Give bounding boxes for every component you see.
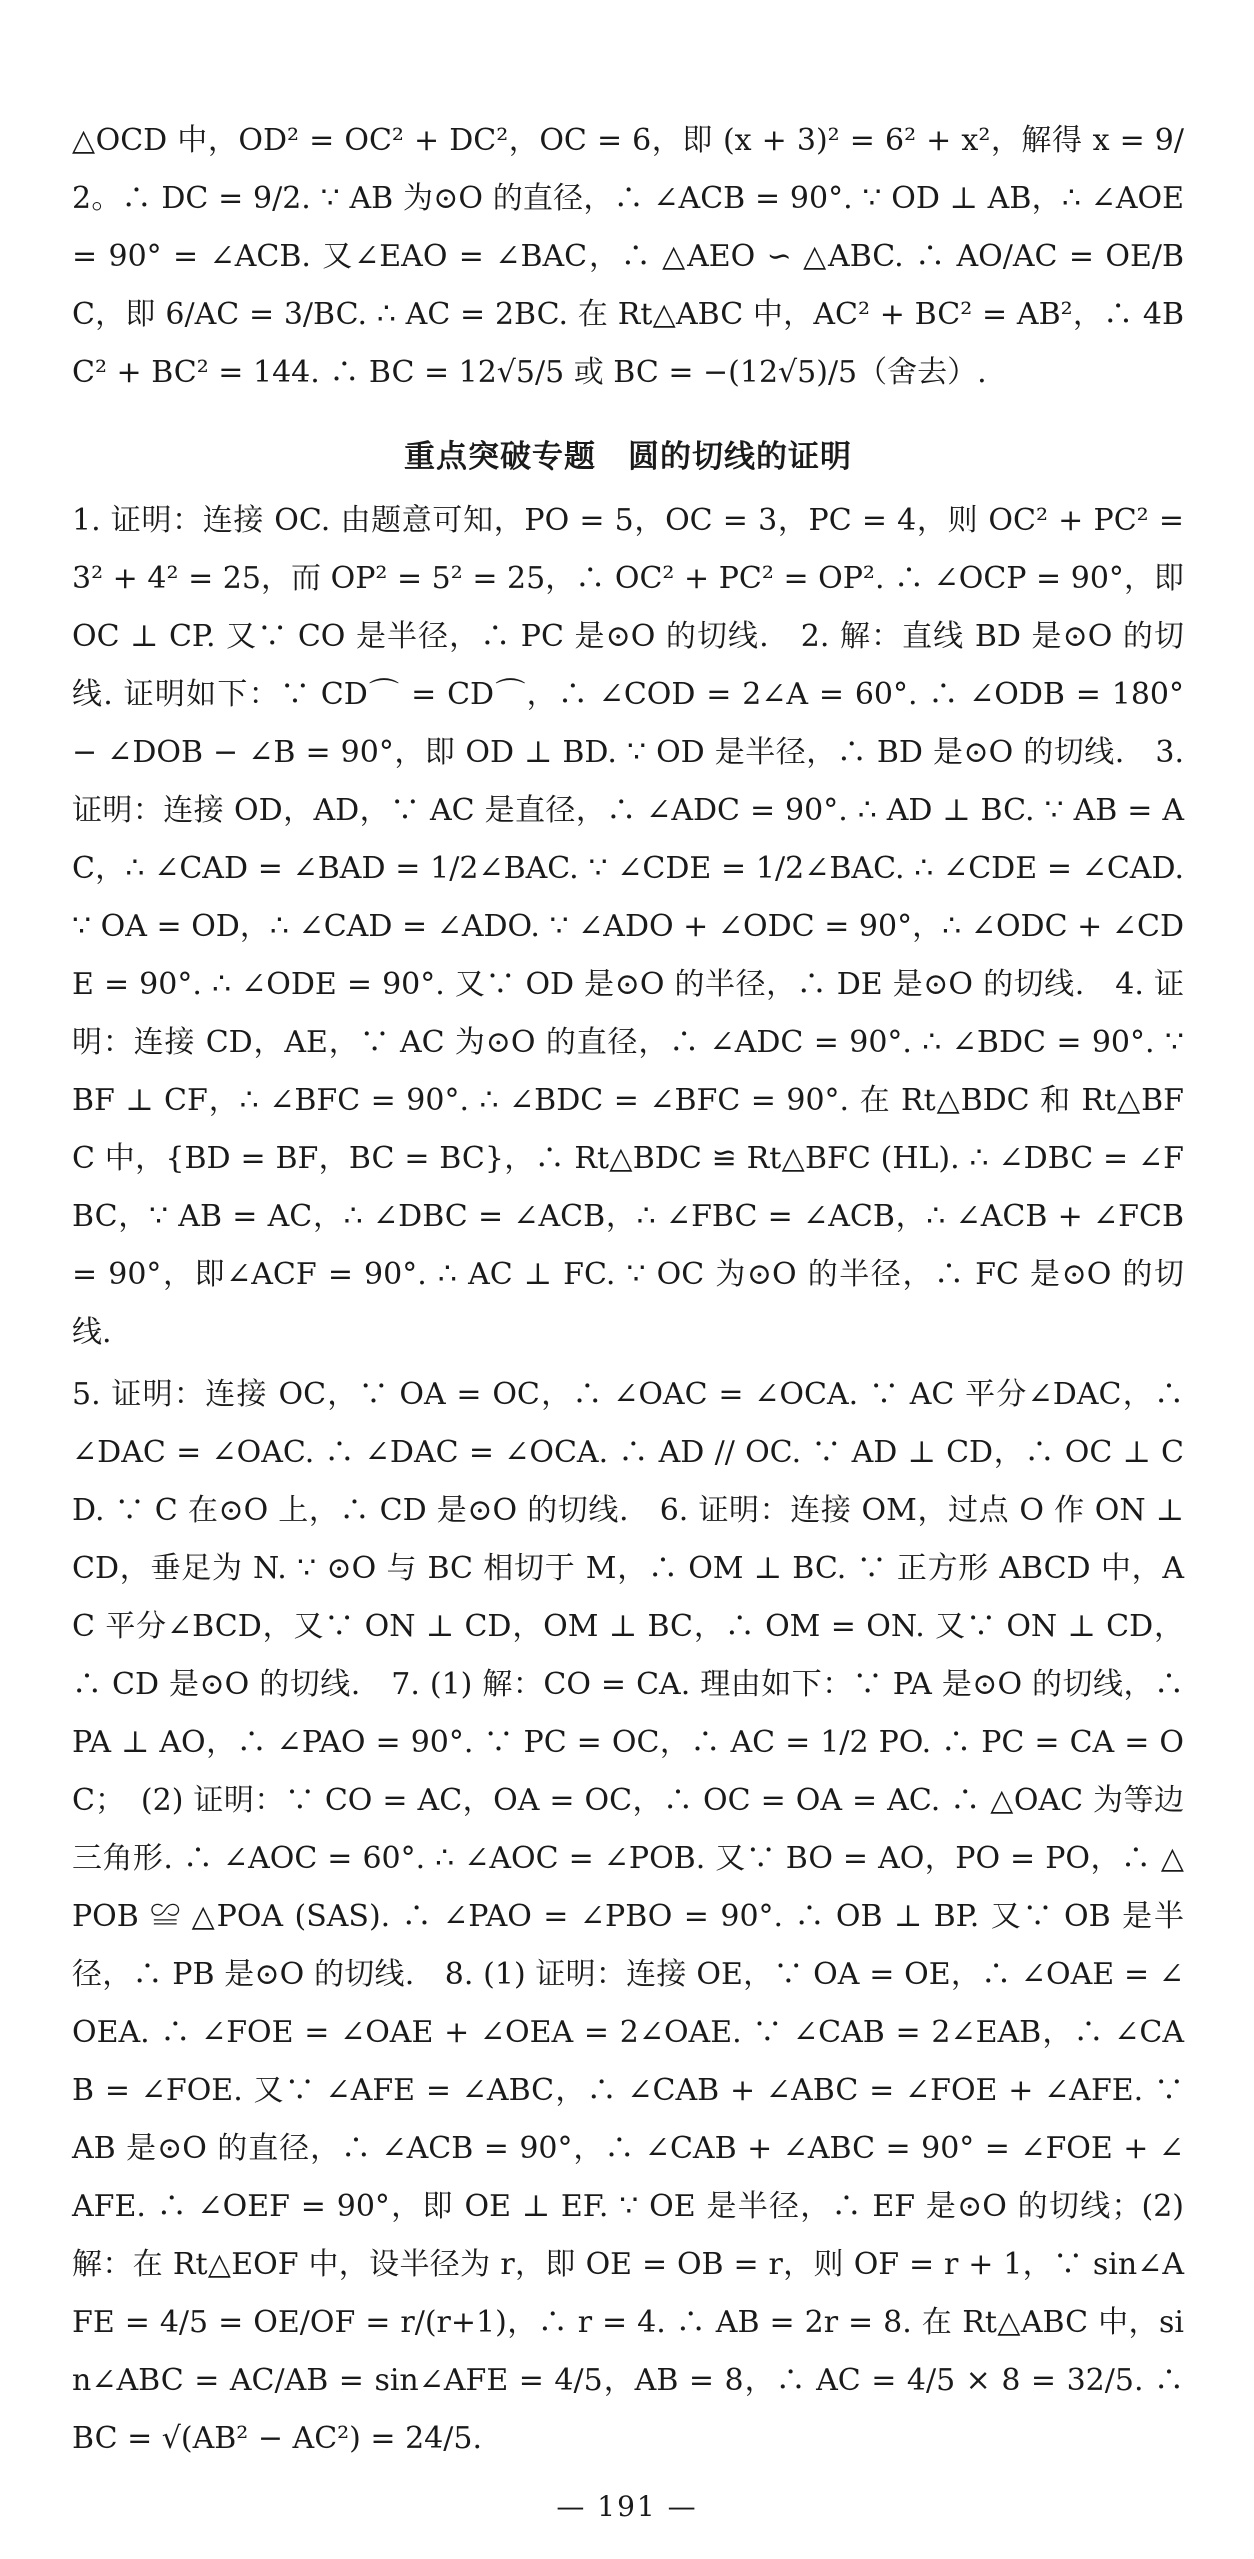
page-number: — 191 — [556, 2490, 698, 2523]
problems-5-to-8: 5. 证明：连接 OC，∵ OA = OC，∴ ∠OAC = ∠OCA. ∵ AC 平分∠DAC，∴ ∠DAC = ∠OAC. ∴ ∠DAC = ∠OCA. ∴ AD // OC. ∵ AD ⊥ CD，∴ OC ⊥ CD. ∵ C 在⊙O 上，∴ CD 是⊙O 的切线. 6. 证明：连接 OM，过点 O 作 ON ⊥ CD，垂足为 N. ∵ ⊙O 与 BC 相切于 M，∴ OM ⊥ BC. ∵ 正方形 ABCD 中，AC 平分∠BCD，又∵ ON ⊥ CD，OM ⊥ BC，∴ OM = ON. 又∵ ON ⊥ CD，∴ CD 是⊙O 的切线. 7. (1) 解：CO = CA. 理由如下：∵ PA 是⊙O 的切线，∴ PA ⊥ AO，∴ ∠PAO = 90°. ∵ PC = OC，∴ AC = 1/2 PO. ∴ PC = CA = OC； (2) 证明：∵ CO = AC，OA = OC，∴ OC = OA = AC. ∴ △OAC 为等边三角形. ∴ ∠AOC = 60°. ∴ ∠AOC = ∠POB. 又∵ BO = AO，PO = PO，∴ △POB ≌ △POA (SAS). ∴ ∠PAO = ∠PBO = 90°. ∴ OB ⊥ BP. 又∵ OB 是半径，∴ PB 是⊙O 的切线. 8. (1) 证明：连接 OE，∵ OA = OE，∴ ∠OAE = ∠OEA. ∴ ∠FOE = ∠OAE + ∠OEA = 2∠OAE. ∵ ∠CAB = 2∠EAB，∴ ∠CAB = ∠FOE. 又∵ ∠AFE = ∠ABC，∴ ∠CAB + ∠ABC = ∠FOE + ∠AFE. ∵ AB 是⊙O 的直径，∴ ∠ACB = 90°，∴ ∠CAB + ∠ABC = 90° = ∠FOE + ∠AFE. ∴ ∠OEF = 90°，即 OE ⊥ EF. ∵ OE 是半径，∴ EF 是⊙O 的切线；(2) 解：在 Rt△EOF 中，设半径为 r，即 OE = OB = r，则 OF = r + 1，∵ sin∠AFE = 4/5 = OE/OF = r/(r+1)，∴ r = 4. ∴ AB = 2r = 8. 在 Rt△ABC 中，sin∠ABC = AC/AB = sin∠AFE = 4/5，AB = 8，∴ AC = 4/5 × 8 = 32/5. ∴ BC = √(AB² − AC²) = 24/5. [72, 1377, 1184, 2456]
problems-1-to-4: 1. 证明：连接 OC. 由题意可知，PO = 5，OC = 3，PC = 4，则 OC² + PC² = 3² + 4² = 25，而 OP² = 5² = 25，∴ OC² + PC² = OP². ∴ ∠OCP = 90°，即 OC ⊥ CP. 又∵ CO 是半径，∴ PC 是⊙O 的切线. 2. 解：直线 BD 是⊙O 的切线. 证明如下：∵ CD⌒ = CD⌒，∴ ∠COD = 2∠A = 60°. ∴ ∠ODB = 180° − ∠DOB − ∠B = 90°，即 OD ⊥ BD. ∵ OD 是半径，∴ BD 是⊙O 的切线. 3. 证明：连接 OD，AD，∵ AC 是直径，∴ ∠ADC = 90°. ∴ AD ⊥ BC. ∵ AB = AC，∴ ∠CAD = ∠BAD = 1/2∠BAC. ∵ ∠CDE = 1/2∠BAC. ∴ ∠CDE = ∠CAD. ∵ OA = OD，∴ ∠CAD = ∠ADO. ∵ ∠ADO + ∠ODC = 90°，∴ ∠ODC + ∠CDE = 90°. ∴ ∠ODE = 90°. 又∵ OD 是⊙O 的半径，∴ DE 是⊙O 的切线. 4. 证明：连接 CD，AE，∵ AC 为⊙O 的直径，∴ ∠ADC = 90°. ∴ ∠BDC = 90°. ∵ BF ⊥ CF，∴ ∠BFC = 90°. ∴ ∠BDC = ∠BFC = 90°. 在 Rt△BDC 和 Rt△BFC 中，{BD = BF，BC = BC}，∴ Rt△BDC ≌ Rt△BFC (HL). ∴ ∠DBC = ∠FBC，∵ AB = AC，∴ ∠DBC = ∠ACB，∴ ∠FBC = ∠ACB，∴ ∠ACB + ∠FCB = 90°，即∠ACF = 90°. ∴ AC ⊥ FC. ∵ OC 为⊙O 的半径，∴ FC 是⊙O 的切线. [72, 503, 1184, 1350]
section-title: 重点突破专题 圆的切线的证明 [404, 439, 852, 475]
lead-paragraph: △OCD 中，OD² = OC² + DC²，OC = 6，即 (x + 3)² = 6² + x²，解得 x = 9/2。∴ DC = 9/2. ∵ AB 为⊙O 的直径，∴ ∠ACB = 90°. ∵ OD ⊥ AB，∴ ∠AOE = 90° = ∠ACB. 又∠EAO = ∠BAC，∴ △AEO ∽ △ABC. ∴ AO/AC = OE/BC，即 6/AC = 3/BC. ∴ AC = 2BC. 在 Rt△ABC 中，AC² + BC² = AB²，∴ 4BC² + BC² = 144. ∴ BC = 12√5/5 或 BC = −(12√5)/5（舍去）. [72, 123, 1184, 390]
